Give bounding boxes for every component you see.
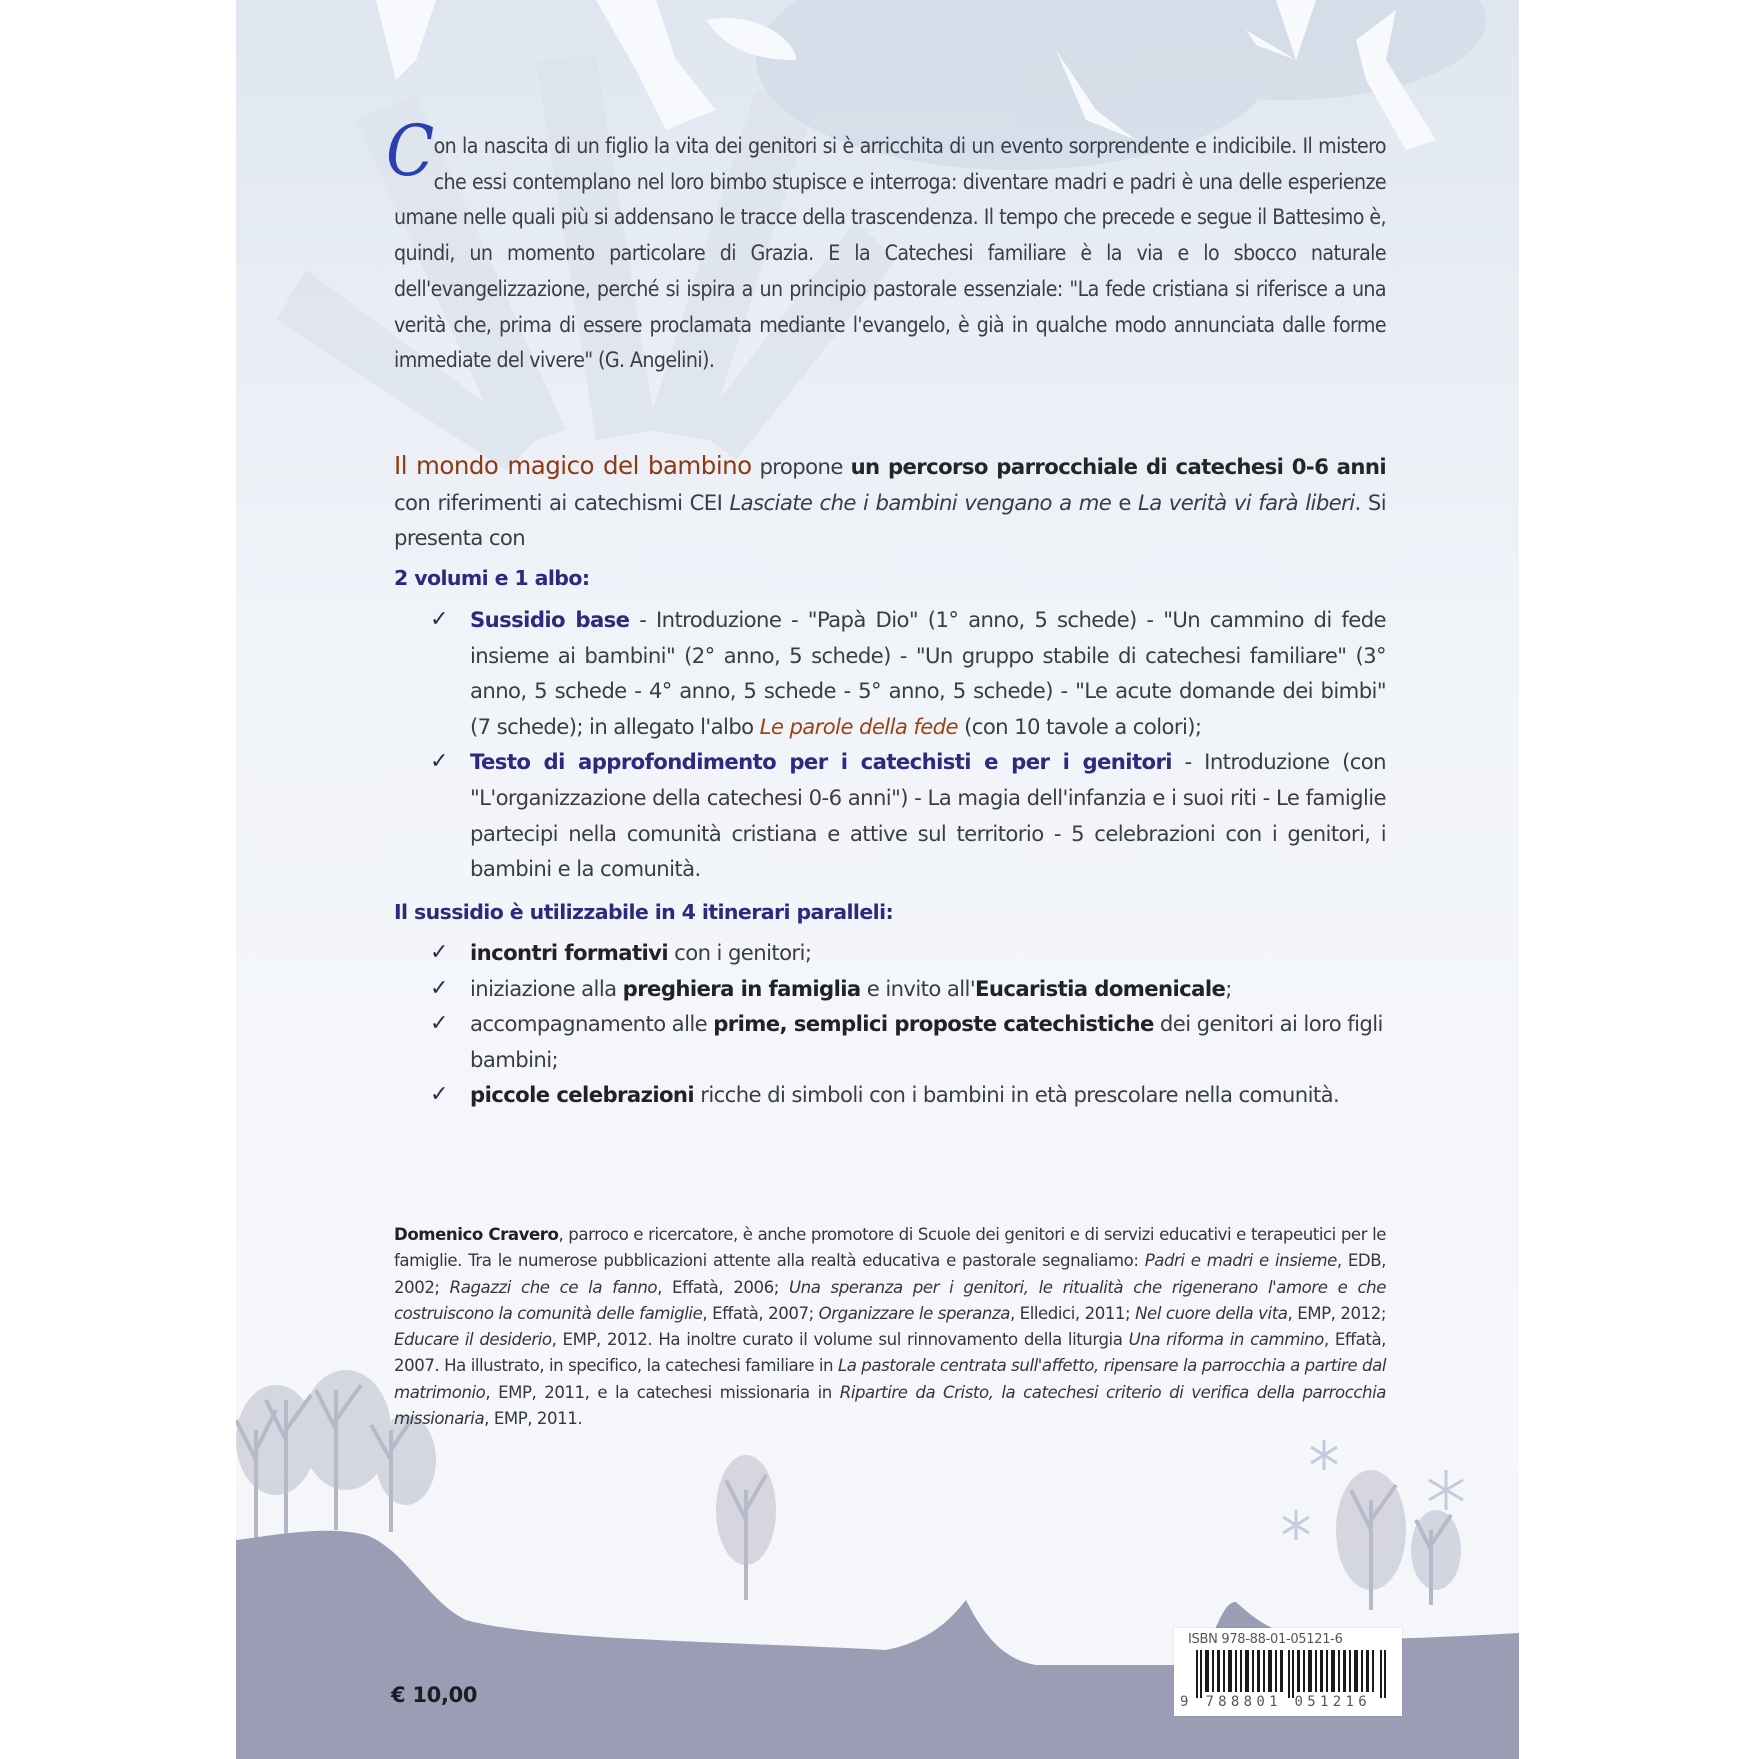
list-item	[430, 602, 1386, 744]
pitch-text: con riferimenti ai catechismi CEI	[394, 489, 730, 515]
publication-title: Nel cuore della vita	[1135, 1303, 1288, 1323]
publication-title: Padri e madri e insieme	[1144, 1251, 1337, 1271]
item-bold: preghiera in famiglia	[622, 975, 861, 1001]
author-bio	[394, 1222, 1386, 1432]
intro-paragraph	[386, 110, 1386, 378]
publication-title: Una speranza per i genitori, le ritualità che rigenerano l'amore e che costruiscono la comunità delle famiglie	[394, 1277, 1386, 1323]
bio-text: , EMP, 2012. Ha inoltre curato il volume sul rinnovamento della liturgia	[551, 1330, 1129, 1350]
intro-text: on la nascita di un figlio la vita dei genitori si è arricchita di un evento sorprendente e indicibile. Il mistero che essi contemplano nel loro bimbo stupisce e interroga: diventare madri e padri è una delle esperienze umane nelle quali più si addensano le tracce della trascendenza. Il tempo che precede e segue il Battesimo è, quindi, un momento particolare di Grazia. E la Catechesi familiare è la via e lo sbocco naturale dell'evangelizzazione, perché si ispira a un principio pastorale essenziale: "La fede cristiana si riferisce a una verità che, prima di essere proclamata mediante l'evangelo, è già in qualche modo annunciata dalle forme immediate del vivere" (G. Angelini).	[394, 133, 1386, 373]
item-text: dei genitori ai loro figli bambini;	[470, 1011, 1383, 1072]
publication-title: Educare il desiderio	[394, 1330, 552, 1350]
checkmark-icon: ✓	[430, 975, 448, 1001]
checkmark-icon: ✓	[430, 1011, 448, 1037]
item-bold: Eucaristia domenicale	[975, 975, 1226, 1001]
list-item	[430, 1006, 1386, 1077]
item-text: e invito all'	[860, 975, 976, 1001]
pitch-text: e	[1111, 489, 1139, 515]
list-item	[430, 744, 1386, 886]
item-bold: prime, semplici proposte catechistiche	[713, 1011, 1154, 1037]
bio-text: , parroco e ricercatore, è anche promotore di Scuole dei genitori e di servizi educativi e terapeutici per le famiglie. Tra le numerose pubblicazioni attente alla realtà educativa e pastorale segnaliamo:	[394, 1225, 1387, 1271]
book-back-cover	[236, 0, 1519, 1759]
isbn-barcode	[1174, 1628, 1402, 1716]
catechism-title: La verità vi farà liberi	[1138, 489, 1355, 515]
pitch-text: . Si presenta con	[394, 489, 1386, 550]
publication-title: Una riforma in cammino	[1128, 1330, 1324, 1350]
checkmark-icon: ✓	[430, 940, 448, 965]
item-bold: incontri formativi	[470, 940, 669, 965]
item-text: iniziazione alla	[470, 975, 623, 1001]
item-text: (con 10 tavole a colori);	[957, 713, 1202, 739]
itineraries-list	[430, 935, 1386, 1113]
volumes-list	[430, 602, 1386, 887]
publication-title: Ragazzi che ce la fanno	[449, 1277, 658, 1297]
book-title: Il mondo magico del bambino	[394, 451, 752, 480]
bio-text: , EDB, 2002;	[394, 1251, 1386, 1297]
list-item	[430, 971, 1386, 1007]
volumes-heading: 2 volumi e 1 albo:	[394, 566, 590, 590]
bio-text: , EMP, 2011.	[484, 1409, 583, 1429]
publication-title: Ripartire da Cristo, la catechesi criterio di verifica della parrocchia missionaria	[394, 1382, 1386, 1429]
author-name: Domenico Cravero	[394, 1225, 559, 1244]
item-text: accompagnamento alle	[470, 1011, 714, 1037]
checkmark-icon: ✓	[430, 749, 448, 775]
item-text: - Introduzione (con "L'organizzazione della catechesi 0-6 anni") - La magia dell'infanzia e i suoi riti - Le famiglie partecipi nella comunità cristiana e attive sul territorio - 5 celebrazioni con i genitori, i bambini e la comunità.	[470, 749, 1386, 882]
barcode-digits: 9 788801 051216	[1180, 1694, 1371, 1710]
item-bold: piccole celebrazioni	[470, 1082, 695, 1108]
albo-title: Le parole della fede	[759, 713, 958, 739]
catechism-title: Lasciate che i bambini vengano a me	[729, 489, 1112, 515]
item-text: con i genitori;	[668, 940, 812, 965]
price-label: € 10,00	[391, 1683, 478, 1707]
pitch-bold: un percorso parrocchiale di catechesi 0-6 anni	[850, 454, 1386, 479]
bio-text: , Elledici, 2011;	[1009, 1303, 1136, 1323]
isbn-label: ISBN 978-88-01-05121-6	[1188, 1632, 1343, 1647]
item-text: ricche di simboli con i bambini in età prescolare nella comunità.	[694, 1082, 1340, 1108]
list-item	[430, 935, 1386, 971]
item-lead: Sussidio base	[470, 607, 630, 632]
bio-text: , Effatà, 2007. Ha illustrato, in specifico, la catechesi familiare in	[394, 1330, 1386, 1376]
list-item	[430, 1077, 1386, 1113]
item-text: ;	[1225, 975, 1232, 1001]
item-text: - Introduzione - "Papà Dio" (1° anno, 5 schede) - "Un cammino di fede insieme ai bambini" (2° anno, 5 schede) - "Un gruppo stabile di catechesi familiare" (3° anno, 5 schede - 4° anno, 5 schede - 5° anno, 5 schede) - "Le acute domande dei bimbi" (7 schede); in allegato l'albo	[470, 607, 1386, 739]
bio-text: , EMP, 2011, e la catechesi missionaria in	[485, 1382, 840, 1402]
bio-text: , EMP, 2012;	[1287, 1303, 1386, 1323]
checkmark-icon: ✓	[430, 607, 448, 632]
bio-text: , Effatà, 2007;	[702, 1303, 819, 1323]
description-paragraph	[394, 448, 1386, 556]
itineraries-heading: Il sussidio è utilizzabile in 4 itinerari paralleli:	[394, 900, 894, 924]
pitch-text: propone	[751, 454, 851, 479]
publication-title: La pastorale centrata sull'affetto, ripensare la parrocchia a partire dal matrimonio	[394, 1356, 1386, 1402]
item-lead: Testo di approfondimento per i catechisti e per i genitori	[470, 749, 1172, 775]
bio-text: , Effatà, 2006;	[657, 1277, 789, 1297]
publication-title: Organizzare le speranza	[818, 1303, 1010, 1323]
drop-cap: C	[386, 110, 434, 192]
checkmark-icon: ✓	[430, 1082, 448, 1108]
barcode-icon	[1196, 1650, 1388, 1698]
